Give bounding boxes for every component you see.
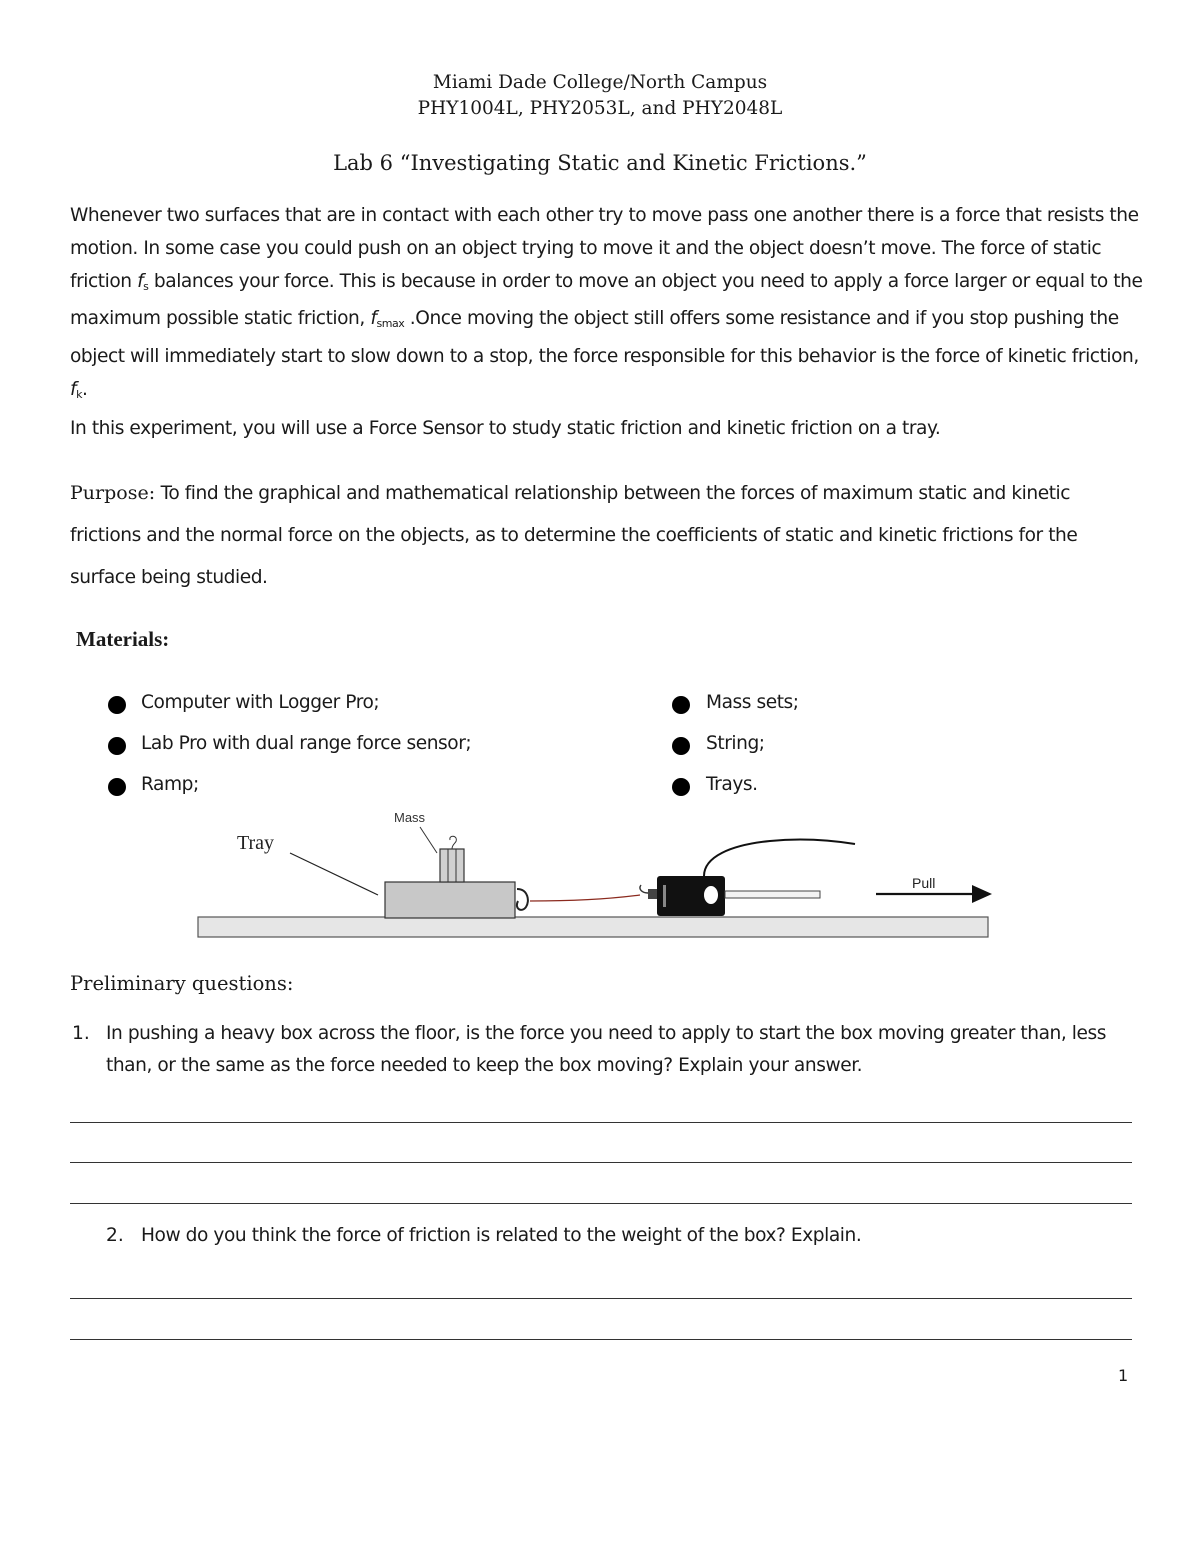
materials-title: Materials: (76, 627, 170, 651)
purpose-label: Purpose: (70, 482, 156, 504)
tray-hook (517, 889, 528, 910)
bullet-icon (108, 778, 126, 796)
intro-text-1: Whenever two surfaces that are in contact with each other try to move pass one another there is a force that resists the motion. In some case you could push on an object trying to move it and the object doesn’t move. The force of static friction (70, 205, 1139, 292)
string (530, 895, 640, 901)
ramp-track (198, 917, 988, 937)
intro-text-4: . (82, 378, 88, 400)
bullet-icon (672, 778, 690, 796)
fsmax-subscript: smax (376, 317, 405, 331)
mass-stack (440, 849, 464, 882)
bullet-icon (108, 737, 126, 755)
question-1-text: In pushing a heavy box across the floor, is the force you need to apply to start the box moving greater than, less than, or the same as the force needed to keep the box moving? Explain your answer. (106, 1023, 1106, 1076)
fsmax-symbol: f (370, 308, 377, 330)
mass-label: Mass (394, 810, 426, 825)
pull-label: Pull (912, 875, 936, 891)
intro-text-3: .Once moving the object still offers some resistance and if you stop pushing the object will immediately start to slow down to a stop, the force responsible for this behavior is the force of kinetic friction, (70, 308, 1139, 368)
bullet-icon (672, 737, 690, 755)
lab-title: Lab 6 “Investigating Static and Kinetic Frictions.” (333, 151, 867, 175)
page-number: 1 (1118, 1366, 1129, 1385)
bullet-icon (108, 696, 126, 714)
tray-box (385, 882, 515, 918)
sensor-hook-mount (648, 889, 657, 899)
material-item: Lab Pro with dual range force sensor; (141, 733, 472, 754)
sensor-rod (725, 891, 820, 898)
answer-line[interactable] (70, 1162, 1132, 1163)
experiment-paragraph: In this experiment, you will use a Force Sensor to study static friction and kinetic friction on a tray. (70, 418, 941, 439)
fs-subscript: s (143, 279, 149, 293)
sensor-label-strip (663, 885, 666, 907)
sensor-button (704, 886, 718, 904)
preliminary-title: Preliminary questions: (70, 972, 294, 995)
fk-subscript: k (76, 387, 83, 401)
purpose-paragraph (70, 472, 1145, 599)
material-item: String; (706, 733, 765, 754)
material-item: Mass sets; (706, 692, 799, 713)
fk-symbol: f (70, 378, 77, 400)
answer-line[interactable] (70, 1122, 1132, 1123)
pull-arrow-head-icon (972, 885, 992, 903)
question-2-number: 2. (106, 1225, 124, 1246)
question-2-text: How do you think the force of friction is related to the weight of the box? Explain. (141, 1225, 862, 1246)
tray-pointer-line (290, 853, 378, 895)
fs-symbol: f (137, 270, 144, 292)
intro-text-2: balances your force. This is because in order to move an object you need to apply a force larger or equal to the maximum possible static friction, (70, 270, 1143, 330)
mass-pointer-line (420, 827, 437, 853)
question-1-number: 1. (72, 1023, 90, 1044)
tray-label: Tray (237, 832, 275, 854)
material-item: Computer with Logger Pro; (141, 692, 380, 713)
answer-line[interactable] (70, 1203, 1132, 1204)
intro-paragraph (70, 200, 1145, 412)
bullet-icon (672, 696, 690, 714)
mass-hook (450, 836, 457, 849)
institution-header: Miami Dade College/North Campus (432, 72, 768, 93)
sensor-hook (640, 885, 648, 893)
materials-list (0, 688, 1200, 808)
purpose-text: To find the graphical and mathematical relationship between the forces of maximum static and kinetic frictions and the normal force on the objects, as to determine the coefficients of static and kinetic frictions for the surface being studied. (70, 483, 1078, 588)
answer-line[interactable] (70, 1298, 1132, 1299)
material-item: Ramp; (141, 774, 199, 795)
apparatus-diagram (190, 805, 1010, 945)
answer-line[interactable] (70, 1339, 1132, 1340)
sensor-cable (704, 840, 855, 876)
material-item: Trays. (706, 774, 758, 795)
course-codes: PHY1004L, PHY2053L, and PHY2048L (417, 98, 783, 119)
